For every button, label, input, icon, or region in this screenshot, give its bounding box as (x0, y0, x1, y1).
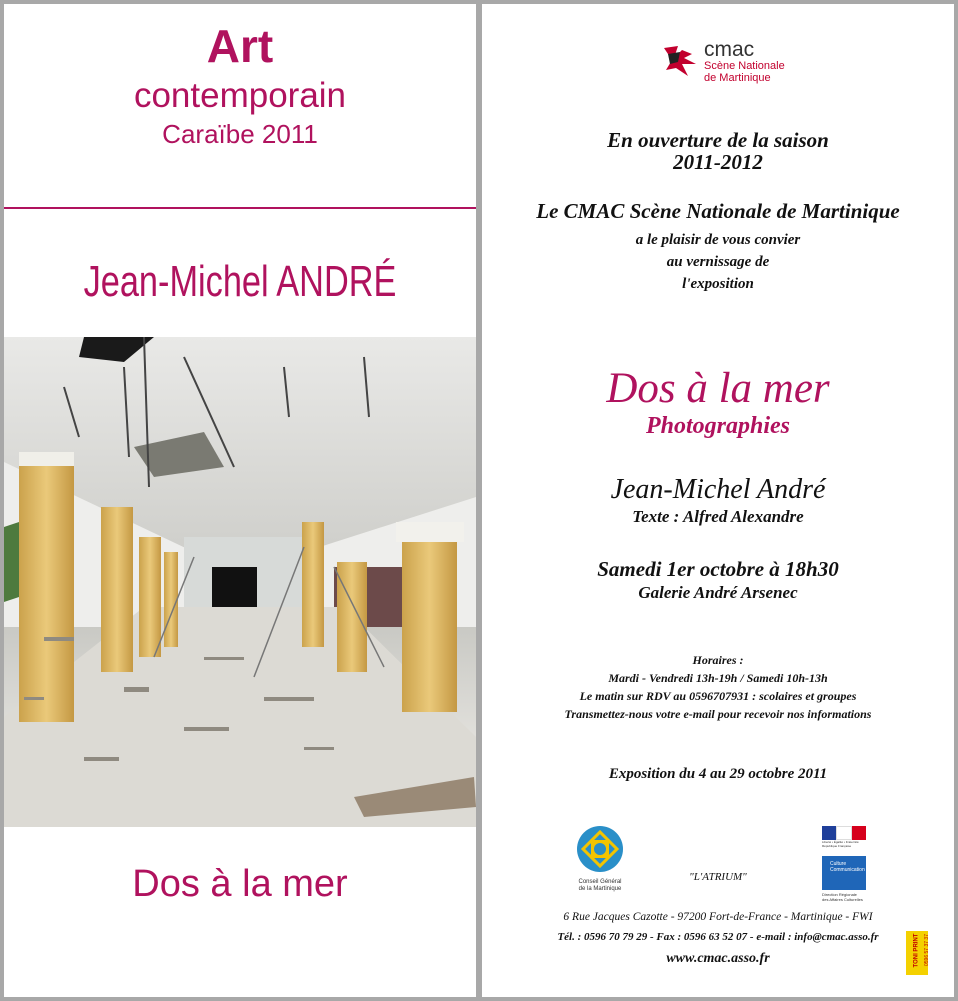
hours-line-2: Le matin sur RDV au 0596707931 : scolaires et groupes (579, 689, 857, 703)
drac-line-1: Direction Régionale (822, 892, 857, 897)
republique-logo (822, 826, 866, 848)
artist-name-right: Jean-Michel André (610, 474, 826, 505)
heading-art: Art (206, 20, 274, 72)
right-panel (482, 4, 954, 997)
exhibition-dates: Exposition du 4 au 29 octobre 2011 (608, 766, 828, 782)
drac-caption (822, 892, 866, 902)
text-author: Texte : Alfred Alexandre (632, 507, 804, 526)
cmac-logo-brand: cmac (704, 38, 755, 61)
printer-phone: 0596 57 37 37 (924, 934, 930, 966)
drac-line-2: des Affaires Culturelles (822, 897, 863, 902)
cmac-logo-icon (662, 40, 702, 80)
invite-line-3: l'exposition (682, 276, 754, 292)
artist-name: Jean-Michel ANDRÉ (83, 257, 397, 306)
hours-line-1: Mardi - Vendredi 13h-19h / Samedi 10h-13h (608, 671, 828, 685)
invite-line-2: au vernissage de (666, 254, 770, 270)
expo-title: Dos à la mer (606, 365, 830, 412)
republique-motto: Liberté • Égalité • Fraternité (822, 840, 859, 844)
contact: Tél. : 0596 70 79 29 - Fax : 0596 63 52 07 - e-mail : info@cmac.asso.fr (557, 931, 879, 943)
heading-caraibe: Caraïbe 2011 (162, 119, 318, 149)
address: 6 Rue Jacques Cazotte - 97200 Fort-de-France - Martinique - FWI (563, 911, 873, 923)
cmac-logo-subtitle: Scène Nationale de Martinique (704, 60, 785, 84)
french-flag-icon (822, 826, 866, 840)
hours-line-3: Transmettez-nous votre e-mail pour recevoir nos informations (564, 707, 872, 721)
hours-label: Horaires : (692, 653, 744, 667)
invite-line-1: a le plaisir de vous convier (635, 232, 801, 248)
republique-name: République Française (822, 844, 852, 848)
divider (4, 207, 476, 209)
exhibition-photo (4, 337, 476, 827)
heading-contemporain: contemporain (133, 76, 347, 115)
intro-line-2: 2011-2012 (673, 150, 763, 174)
website: www.cmac.asso.fr (666, 951, 770, 966)
culture-line-2: Communication (830, 867, 865, 873)
printer-logo (906, 931, 928, 975)
cmac-logo (662, 40, 802, 90)
atrium-label: "L'ATRIUM" (689, 871, 747, 883)
culture-line-1: Culture (830, 861, 847, 867)
conseil-general-line-2: de la Martinique (578, 886, 622, 892)
expo-subtitle: Photographies (645, 413, 791, 439)
opening-date: Samedi 1er octobre à 18h30 (597, 557, 839, 581)
left-panel (4, 4, 476, 997)
exhibition-title: Dos à la mer (132, 863, 348, 905)
intro-line-1: En ouverture de la saison (607, 128, 829, 152)
printer-name: TONI PRINT (913, 933, 920, 968)
organisation: Le CMAC Scène Nationale de Martinique (536, 199, 900, 223)
venue: Galerie André Arsenec (638, 583, 798, 602)
conseil-general-emblem-icon (575, 824, 625, 874)
conseil-general-line-1: Conseil Général (578, 879, 622, 885)
